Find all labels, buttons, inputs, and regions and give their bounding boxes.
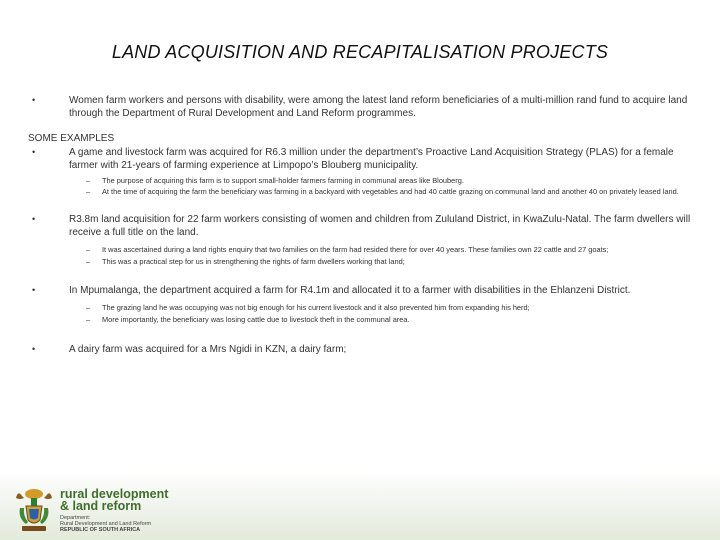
sub-bullet-text: This was a practical step for us in strengthening the rights of farm dwellers working that land; bbox=[102, 257, 405, 266]
logo-line-department: Department: bbox=[60, 515, 91, 521]
example-text: In Mpumalanga, the department acquired a farm for R4.1m and allocated it to a farmer with disabilities in the Ehlanzeni District. bbox=[69, 285, 631, 296]
dash-marker: – bbox=[86, 176, 91, 185]
department-logo bbox=[60, 488, 168, 533]
bullet-marker: • bbox=[32, 214, 36, 224]
example-bullet bbox=[28, 284, 693, 297]
example-bullet bbox=[28, 146, 693, 172]
logo-line-department-name: Rural Development and Land Reform bbox=[60, 521, 152, 527]
example-bullet bbox=[28, 213, 693, 239]
page-title: LAND ACQUISITION AND RECAPITALISATION PROJECTS bbox=[111, 42, 609, 62]
sub-bullet-text: The purpose of acquiring this farm is to support small-holder farmers farming in communal areas like Blouberg. bbox=[102, 176, 464, 185]
example-text: A game and livestock farm was acquired for R6.3 million under the department’s Proactive Land Acquisition Strategy (PLAS) for a female farmer with 21-years of farming experience at Limpopo’s Blouberg municipality. bbox=[69, 147, 674, 171]
sub-bullet bbox=[28, 176, 693, 186]
sub-bullet-text: More importantly, the beneficiary was losing cattle due to livestock theft in the communal area. bbox=[102, 315, 410, 324]
sub-bullet bbox=[28, 245, 693, 255]
sub-bullet-text: At the time of acquiring the farm the beneficiary was farming in a backyard with vegetables and had 40 cattle grazing on communal land and another 40 on privately leased land. bbox=[102, 187, 679, 196]
dash-marker: – bbox=[86, 303, 91, 312]
logo-line-republic: REPUBLIC OF SOUTH AFRICA bbox=[60, 527, 141, 533]
sub-bullet-text: The grazing land he was occupying was not big enough for his current livestock and it also prevented him from expanding his herd; bbox=[102, 303, 530, 312]
bullet-marker: • bbox=[32, 95, 36, 105]
sub-bullet bbox=[28, 187, 693, 197]
dash-marker: – bbox=[86, 257, 91, 266]
logo-line-rural-development: rural development bbox=[60, 487, 169, 501]
example-text: R3.8m land acquisition for 22 farm workers consisting of women and children from Zululand District, in KwaZulu-Natal. The farm dwellers will receive a full title on the land. bbox=[69, 214, 691, 238]
bullet-marker: • bbox=[32, 285, 36, 295]
sub-bullet-text: It was ascertained during a land rights enquiry that two families on the farm had resided there for over 40 years. These families own 22 cattle and 27 goats; bbox=[102, 245, 609, 254]
examples-heading: SOME EXAMPLES bbox=[28, 133, 115, 144]
bullet-marker: • bbox=[32, 147, 36, 157]
slide-content bbox=[28, 94, 693, 356]
sub-bullet bbox=[28, 257, 693, 267]
dash-marker: – bbox=[86, 315, 91, 324]
sub-bullet bbox=[28, 315, 693, 325]
example-bullet bbox=[28, 343, 693, 356]
dash-marker: – bbox=[86, 187, 91, 196]
intro-bullet bbox=[28, 94, 693, 120]
coat-of-arms-icon bbox=[14, 486, 54, 539]
example-text: A dairy farm was acquired for a Mrs Ngidi in KZN, a dairy farm; bbox=[69, 344, 347, 355]
dash-marker: – bbox=[86, 245, 91, 254]
intro-bullet-text: Women farm workers and persons with disability, were among the latest land reform beneficiaries of a multi-million rand fund to acquire land through the Department of Rural Development and Land Reform programmes. bbox=[69, 95, 688, 119]
logo-line-land-reform: & land reform bbox=[60, 499, 142, 513]
sub-bullet bbox=[28, 303, 693, 313]
bullet-marker: • bbox=[32, 344, 36, 354]
